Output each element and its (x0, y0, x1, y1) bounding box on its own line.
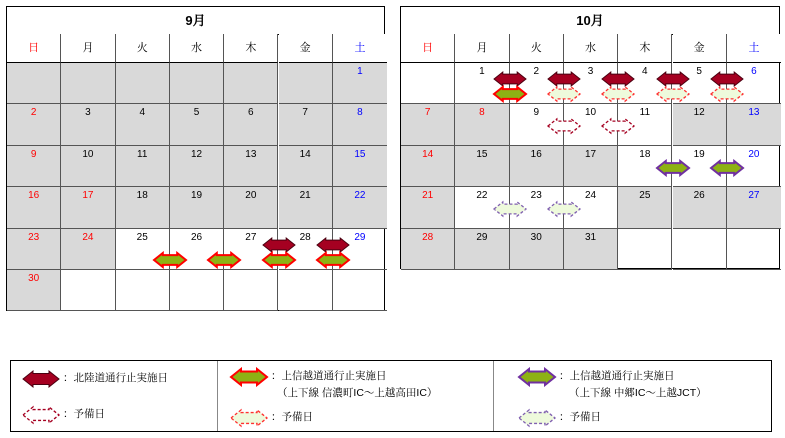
joshinetsu-a-closure-arrow-icon (261, 251, 297, 269)
weekday-header: 月 (455, 34, 509, 63)
legend-sub-label: （上下線 中郷IC～上越JCT） (569, 387, 707, 399)
joshinetsu-a-closure-arrow-icon (152, 251, 188, 269)
calendar-day-cell (7, 63, 61, 104)
weekday-header: 水 (170, 34, 224, 63)
calendar-day-cell (7, 104, 61, 145)
arrow-shape (208, 253, 240, 267)
calendar-day-cell (401, 146, 455, 187)
weekday-header: 金 (279, 34, 333, 63)
day-number: 13 (245, 148, 257, 160)
day-number: 28 (299, 231, 311, 243)
day-number: 23 (530, 190, 542, 202)
calendar-day-cell (279, 63, 333, 104)
arrow-shape (23, 371, 59, 387)
day-number: 24 (82, 231, 94, 243)
day-number: 15 (476, 148, 488, 160)
weekday-header: 日 (401, 34, 455, 63)
arrow-shape (263, 253, 295, 267)
calendar-day-cell (673, 187, 727, 228)
arrow-shape (519, 369, 555, 385)
arrow-shape (548, 72, 580, 86)
day-number: 29 (354, 231, 366, 243)
calendar-day-cell (455, 229, 509, 270)
calendar-day-cell (224, 270, 278, 311)
day-number: 5 (193, 107, 200, 119)
day-number: 18 (639, 148, 651, 160)
legend-label: ：上信越道通行止実施日 (559, 370, 675, 382)
day-number: 14 (299, 148, 311, 160)
dark-red-arrow-icon (21, 369, 61, 389)
calendar-day-cell (618, 187, 672, 228)
day-number: 25 (136, 231, 148, 243)
calendar-day-cell (333, 187, 387, 228)
calendar-day-cell (116, 146, 170, 187)
day-number: 7 (302, 107, 308, 119)
arrow-shape (519, 410, 555, 426)
day-number: 22 (354, 190, 366, 202)
arrow-shape (711, 87, 743, 101)
day-number: 15 (354, 148, 366, 160)
day-number: 14 (422, 148, 434, 160)
weekday-header: 木 (224, 34, 278, 63)
calendar-day-cell (224, 146, 278, 187)
calendar-day-cell (170, 63, 224, 104)
calendar-day-cell (618, 229, 672, 270)
day-number: 26 (190, 231, 203, 243)
day-number: 4 (139, 107, 146, 119)
arrow-shape (548, 87, 580, 101)
legend-label: ：上信越道通行止実施日 (271, 370, 387, 382)
day-number: 22 (476, 190, 488, 202)
calendar-day-cell (401, 229, 455, 270)
calendar-day-cell (727, 104, 781, 145)
arrow-shape (602, 87, 634, 101)
arrow-shape (494, 87, 526, 101)
calendar-day-cell (7, 229, 61, 270)
day-number: 4 (642, 66, 648, 77)
day-number: 2 (533, 66, 540, 77)
day-number: 19 (693, 148, 705, 160)
joshinetsu-a-reserve-arrow-icon (546, 85, 582, 103)
green-red-arrow-icon (229, 367, 269, 387)
legend-label: ：予備日 (63, 408, 105, 420)
day-number: 9 (533, 107, 540, 119)
calendar-day-cell (510, 229, 564, 270)
day-number: 16 (28, 190, 40, 202)
calendar-day-cell (455, 146, 509, 187)
day-number: 6 (248, 107, 254, 119)
calendar-day-cell (61, 146, 115, 187)
day-number: 6 (751, 66, 757, 77)
day-number: 12 (190, 148, 203, 160)
weekday-header: 火 (116, 34, 170, 63)
calendar-day-cell (7, 270, 61, 311)
day-number: 12 (693, 107, 705, 119)
arrow-shape (23, 407, 59, 423)
day-number: 1 (357, 66, 363, 77)
calendar-day-cell (224, 187, 278, 228)
arrow-shape (494, 72, 526, 86)
legend-label: ：北陸道通行止実施日 (63, 372, 168, 384)
joshinetsu-a-closure-arrow-icon (492, 85, 528, 103)
joshinetsu-a-reserve-arrow-icon (709, 85, 745, 103)
day-number: 11 (639, 107, 651, 119)
calendar-day-cell (279, 146, 333, 187)
weekday-header: 水 (564, 34, 618, 63)
calendar-day-cell (170, 104, 224, 145)
calendar-day-cell (455, 104, 509, 145)
legend-group-joshinetsu-b (493, 361, 771, 431)
day-number: 18 (136, 190, 148, 202)
joshinetsu-a-closure-arrow-icon (315, 251, 351, 269)
arrow-shape (494, 202, 526, 216)
day-number: 28 (422, 231, 434, 243)
day-number: 21 (299, 190, 311, 202)
calendar-day-cell (7, 187, 61, 228)
calendar-day-cell (170, 146, 224, 187)
green-purple-arrow-icon (517, 367, 557, 387)
day-number: 24 (584, 190, 597, 202)
calendar-day-cell (61, 187, 115, 228)
dashed-purple-arrow-icon (517, 408, 557, 428)
weekday-header: 土 (333, 34, 387, 63)
calendar-day-cell (61, 104, 115, 145)
day-number: 23 (28, 231, 40, 243)
arrow-shape (548, 119, 580, 133)
day-number: 2 (30, 107, 37, 119)
calendar-day-cell (333, 63, 387, 104)
joshinetsu-b-reserve-arrow-icon (546, 200, 582, 218)
calendar-day-cell (116, 187, 170, 228)
calendar-day-cell (727, 187, 781, 228)
calendar-day-cell (224, 63, 278, 104)
arrow-shape (657, 72, 689, 86)
calendar-day-cell (116, 63, 170, 104)
dashed-green-red-arrow-icon (229, 408, 269, 428)
day-number: 21 (422, 190, 434, 202)
weekday-header: 土 (727, 34, 781, 63)
day-number: 1 (479, 66, 485, 77)
legend-label: ：予備日 (271, 411, 313, 423)
calendar-day-cell (279, 187, 333, 228)
day-number: 17 (82, 190, 94, 202)
weekday-header: 月 (61, 34, 115, 63)
arrow-shape (602, 119, 634, 133)
arrow-shape (602, 72, 634, 86)
calendar-day-cell (61, 63, 115, 104)
day-number: 7 (424, 107, 431, 119)
arrow-shape (154, 253, 186, 267)
calendar-october (400, 6, 780, 269)
day-number: 29 (476, 231, 488, 243)
legend-group-hokuriku (11, 361, 218, 431)
day-number: 16 (530, 148, 542, 160)
day-number: 20 (245, 190, 257, 202)
arrow-shape (231, 369, 267, 385)
calendar-day-cell (401, 187, 455, 228)
legend-sub-label: （上下線 信濃町IC～上越高田IC） (277, 387, 438, 399)
calendar-day-cell (116, 270, 170, 311)
arrow-shape (711, 161, 743, 175)
calendar-day-cell (564, 229, 618, 270)
arrow-shape (263, 238, 295, 252)
calendar-title: 10月 (401, 7, 779, 35)
calendar-day-cell (279, 270, 333, 311)
calendar-day-cell (333, 270, 387, 311)
joshinetsu-b-closure-arrow-icon (655, 159, 691, 177)
weekday-header: 火 (510, 34, 564, 63)
day-number: 25 (639, 190, 651, 202)
joshinetsu-a-reserve-arrow-icon (600, 85, 636, 103)
day-number: 30 (28, 273, 40, 284)
legend (10, 360, 772, 432)
day-number: 3 (85, 107, 91, 119)
arrow-shape (657, 87, 689, 101)
day-number: 20 (748, 148, 760, 160)
arrow-shape (711, 72, 743, 86)
weekday-header: 木 (618, 34, 672, 63)
day-number: 31 (584, 231, 597, 243)
calendar-day-cell (170, 270, 224, 311)
calendar-day-cell (279, 104, 333, 145)
calendar-title: 9月 (7, 7, 384, 35)
arrow-shape (317, 253, 349, 267)
weekday-header: 日 (7, 34, 61, 63)
day-number: 13 (748, 107, 760, 119)
calendar-day-cell (333, 104, 387, 145)
calendar-day-cell (116, 104, 170, 145)
day-number: 10 (584, 107, 597, 119)
calendar-day-cell (510, 146, 564, 187)
arrow-shape (317, 238, 349, 252)
arrow-shape (231, 410, 267, 426)
calendar-day-cell (170, 187, 224, 228)
legend-group-joshinetsu-a (217, 361, 494, 431)
calendar-day-cell (401, 63, 455, 104)
day-number: 27 (748, 190, 760, 202)
day-number: 10 (82, 148, 94, 160)
joshinetsu-b-reserve-arrow-icon (492, 200, 528, 218)
calendar-day-cell (673, 229, 727, 270)
joshinetsu-b-closure-arrow-icon (709, 159, 745, 177)
calendar-day-cell (224, 104, 278, 145)
day-number: 27 (245, 231, 257, 243)
day-number: 19 (190, 190, 203, 202)
hokuriku-reserve-arrow-icon (600, 117, 636, 135)
hokuriku-reserve-arrow-icon (546, 117, 582, 135)
calendar-day-cell (401, 104, 455, 145)
calendar-day-cell (727, 229, 781, 270)
day-number: 3 (587, 66, 594, 77)
legend-label: ：予備日 (559, 411, 601, 423)
calendar-day-cell (564, 146, 618, 187)
day-number: 5 (696, 66, 702, 77)
calendar-day-cell (61, 270, 115, 311)
weekday-header: 金 (673, 34, 727, 63)
day-number: 8 (357, 107, 363, 119)
day-number: 30 (530, 231, 542, 243)
day-number: 9 (30, 148, 37, 160)
dashed-red-arrow-icon (21, 405, 61, 425)
arrow-shape (657, 161, 689, 175)
day-number: 17 (584, 148, 597, 160)
day-number: 26 (693, 190, 705, 202)
calendar-september (6, 6, 385, 311)
calendar-day-cell (673, 104, 727, 145)
day-number: 11 (137, 148, 148, 160)
calendar-day-cell (333, 146, 387, 187)
joshinetsu-a-closure-arrow-icon (206, 251, 242, 269)
day-number: 8 (479, 107, 485, 119)
joshinetsu-a-reserve-arrow-icon (655, 85, 691, 103)
calendar-day-cell (61, 229, 115, 270)
arrow-shape (548, 202, 580, 216)
calendar-day-cell (7, 146, 61, 187)
